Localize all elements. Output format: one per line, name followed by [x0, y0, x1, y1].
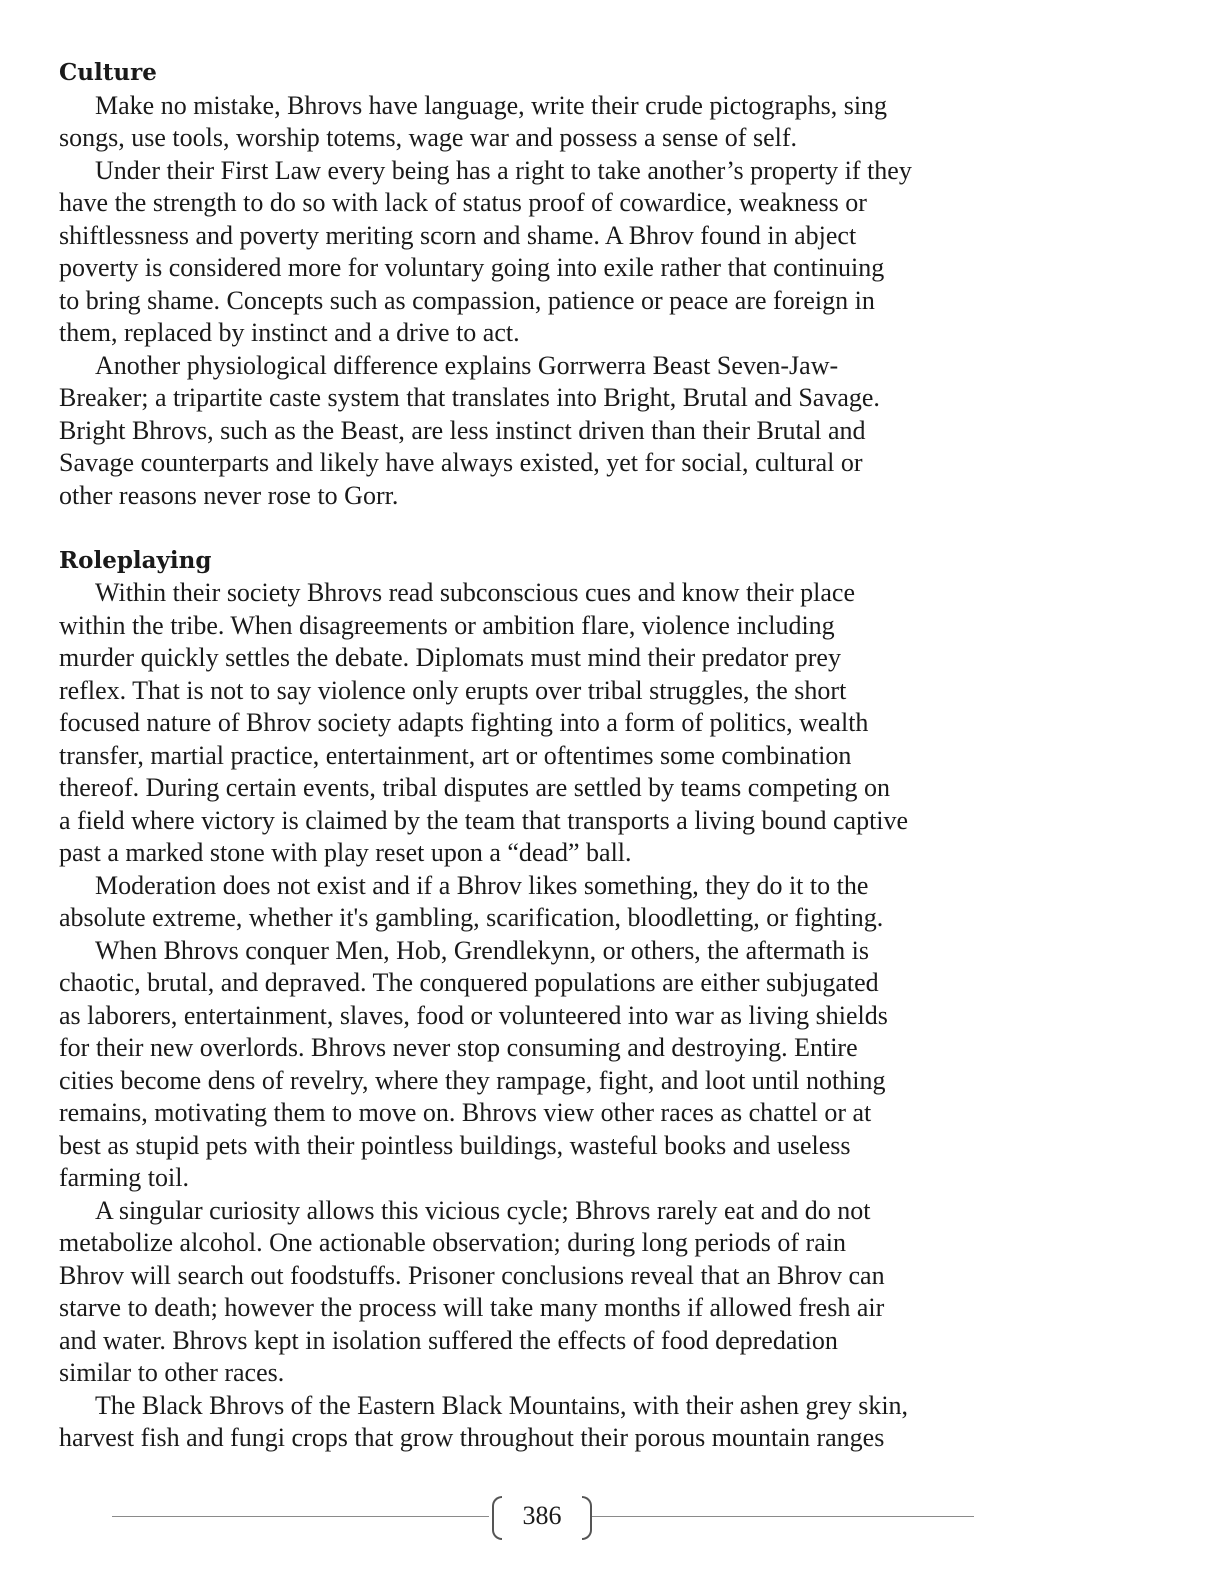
left-brace-icon: [492, 1496, 502, 1540]
text-line: transfer, martial practice, entertainment, art or oftentimes some combination: [59, 740, 852, 770]
footer-rule-right: [592, 1516, 974, 1517]
text-line: and water. Bhrovs kept in isolation suffered the effects of food depredation: [59, 1325, 838, 1355]
text-line: a field where victory is claimed by the team that transports a living bound captive: [59, 805, 909, 835]
text-line: Bright Bhrovs, such as the Beast, are less instinct driven than their Brutal and: [59, 415, 866, 445]
roleplaying-body: [59, 577, 1034, 1455]
text-line: to bring shame. Concepts such as compassion, patience or peace are foreign in: [59, 285, 875, 315]
text-line: for their new overlords. Bhrovs never stop consuming and destroying. Entire: [59, 1033, 858, 1062]
text-line: remains, motivating them to move on. Bhrovs view other races as chattel or at: [59, 1098, 872, 1127]
text-line: Within their society Bhrovs read subconscious cues and know their place: [95, 578, 855, 607]
text-line: Moderation does not exist and if a Bhrov likes something, they do it to the: [95, 870, 869, 900]
text-line: other reasons never rose to Gorr.: [59, 480, 399, 510]
text-line: chaotic, brutal, and depraved. The conquered populations are either subjugated: [59, 968, 879, 997]
right-brace-icon: [582, 1496, 592, 1540]
text-line: have the strength to do so with lack of status proof of cowardice, weakness or: [59, 188, 867, 217]
text-line: absolute extreme, whether it's gambling, scarification, bloodletting, or fighting.: [59, 903, 884, 932]
text-line: Breaker; a tripartite caste system that translates into Bright, Brutal and Savage.: [59, 383, 880, 412]
text-line: within the tribe. When disagreements or ambition flare, violence including: [59, 610, 835, 640]
text-line: reflex. That is not to say violence only erupts over tribal struggles, the short: [59, 675, 847, 705]
section-heading-roleplaying: Roleplaying: [59, 546, 212, 574]
text-line: Under their First Law every being has a right to take another’s property if they: [95, 155, 912, 185]
text-line: The Black Bhrovs of the Eastern Black Mountains, with their ashen grey skin,: [95, 1390, 909, 1420]
text-line: harvest fish and fungi crops that grow throughout their porous mountain ranges: [59, 1423, 885, 1452]
section-spacer: [59, 512, 1034, 545]
text-line: as laborers, entertainment, slaves, food or volunteered into war as living shields: [59, 1000, 888, 1030]
text-line: focused nature of Bhrov society adapts fighting into a form of politics, wealth: [59, 708, 869, 737]
text-line: starve to death; however the process will take many months if allowed fresh air: [59, 1293, 885, 1322]
text-line: A singular curiosity allows this vicious cycle; Bhrovs rarely eat and do not: [95, 1195, 871, 1225]
text-line: shiftlessness and poverty meriting scorn and shame. A Bhrov found in abject: [59, 220, 857, 250]
text-line: Another physiological difference explains Gorrwerra Beast Seven-Jaw-: [95, 350, 839, 380]
text-line: Savage counterparts and likely have always existed, yet for social, cultural or: [59, 448, 863, 477]
page-footer: [112, 1496, 974, 1540]
text-line: poverty is considered more for voluntary going into exile rather that continuing: [59, 253, 885, 282]
page-number: 386: [522, 1501, 562, 1530]
text-line: best as stupid pets with their pointless buildings, wasteful books and useless: [59, 1130, 851, 1160]
text-line: farming toil.: [59, 1163, 189, 1192]
text-line: thereof. During certain events, tribal disputes are settled by teams competing on: [59, 773, 891, 802]
text-line: murder quickly settles the debate. Diplomats must mind their predator prey: [59, 643, 841, 672]
text-line: Make no mistake, Bhrovs have language, write their crude pictographs, sing: [95, 90, 888, 120]
page-body: [59, 57, 1034, 1455]
text-line: them, replaced by instinct and a drive to act.: [59, 318, 520, 347]
text-line: songs, use tools, worship totems, wage war and possess a sense of self.: [59, 123, 798, 152]
text-line: When Bhrovs conquer Men, Hob, Grendlekynn, or others, the aftermath is: [95, 935, 870, 965]
text-line: Bhrov will search out foodstuffs. Prisoner conclusions reveal that an Bhrov can: [59, 1260, 885, 1290]
text-line: cities become dens of revelry, where they rampage, fight, and loot until nothing: [59, 1065, 886, 1095]
footer-rule-left: [112, 1516, 489, 1517]
text-line: similar to other races.: [59, 1358, 285, 1387]
text-line: past a marked stone with play reset upon a “dead” ball.: [59, 838, 632, 867]
section-heading-culture: Culture: [59, 59, 157, 86]
text-line: metabolize alcohol. One actionable observation; during long periods of rain: [59, 1228, 846, 1257]
culture-body: [59, 90, 1034, 513]
